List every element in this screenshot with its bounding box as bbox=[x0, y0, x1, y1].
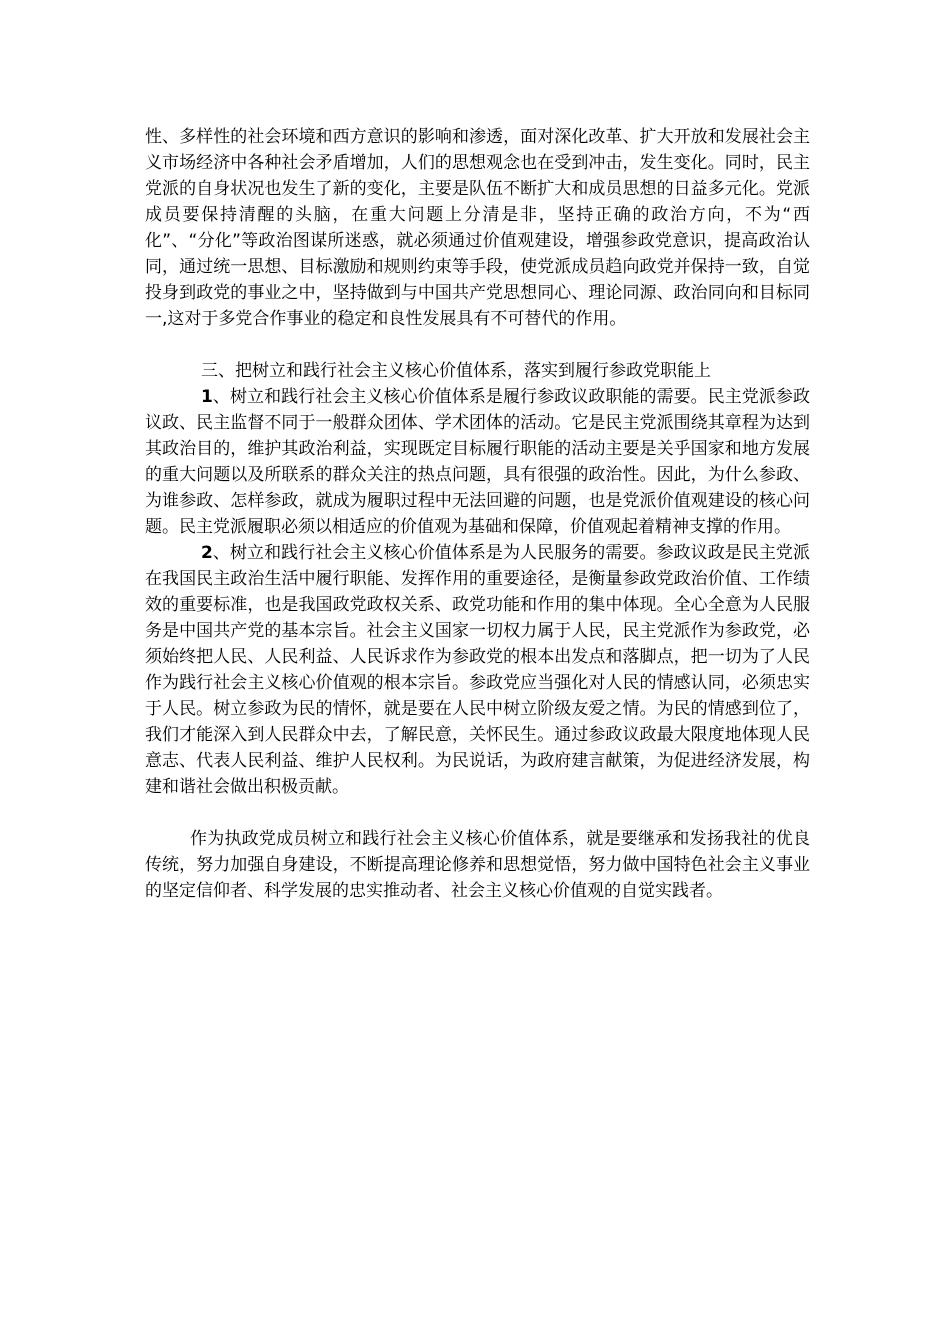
point-2-paragraph bbox=[145, 540, 810, 800]
point-2-number: 2 bbox=[201, 543, 213, 563]
paragraph-spacer bbox=[145, 332, 810, 358]
intro-paragraph: 性、多样性的社会环境和西方意识的影响和渗透，面对深化改革、扩大开放和发展社会主义市场经济中各种社会矛盾增加，人们的思想观念也在受到冲击，发生变化。同时，民主党派的自身状况也发生了新的变化，主要是队伍不断扩大和成员思想的日益多元化。党派成员要保持清醒的头脑，在重大问题上分清是非，坚持正确的政治方向，不为“西化”、“分化”等政治图谋所迷惑，就必须通过价值观建设，增强参政党意识，提高政治认同，通过统一思想、目标激励和规则约束等手段，使党派成员趋向政党并保持一致，自觉投身到政党的事业之中，坚持做到与中国共产党思想同心、理论同源、政治同向和目标同一,这对于多党合作事业的稳定和良性发展具有不可替代的作用。 bbox=[145, 127, 810, 329]
paragraph-spacer bbox=[145, 800, 810, 826]
point-1-text: 、树立和践行社会主义核心价值体系是履行参政议政职能的需要。民主党派参政议政、民主监督不同于一般群众团体、学术团体的活动。它是民主党派围绕其章程为达到其政治目的，维护其政治利益，实现既定目标履行职能的活动主要是关乎国家和地方发展的重大问题以及所联系的群众关注的热点问题，具有很强的政治性。因此，为什么参政、为谁参政、怎样参政，就成为履职过程中无法回避的问题，也是党派价值观建设的核心问题。民主党派履职必须以相适应的价值观为基础和保障，价值观起着精神支撑的作用。 bbox=[145, 387, 810, 537]
point-1-paragraph bbox=[145, 384, 810, 540]
section-heading: 三、把树立和践行社会主义核心价值体系，落实到履行参政党职能上 bbox=[201, 361, 711, 381]
point-1-number: 1 bbox=[201, 387, 213, 407]
document-page bbox=[145, 124, 810, 904]
closing-paragraph: 作为执政党成员树立和践行社会主义核心价值体系，就是要继承和发扬我社的优良传统，努力加强自身建设，不断提高理论修养和思想觉悟，努力做中国特色社会主义事业的坚定信仰者、科学发展的忠实推动者、社会主义核心价值观的自觉实践者。 bbox=[145, 829, 810, 901]
point-2-text: 、树立和践行社会主义核心价值体系是为人民服务的需要。参政议政是民主党派在我国民主政治生活中履行职能、发挥作用的重要途径，是衡量参政党政治价值、工作绩效的重要标准，也是我国政党政权关系、政党功能和作用的集中体现。全心全意为人民服务是中国共产党的基本宗旨。社会主义国家一切权力属于人民，民主党派作为参政党，必须始终把人民、人民利益、人民诉求作为参政党的根本出发点和落脚点，把一切为了人民作为践行社会主义核心价值观的根本宗旨。参政党应当强化对人民的情感认同，必须忠实于人民。树立参政为民的情怀，就是要在人民中树立阶级友爱之情。为民的情感到位了，我们才能深入到人民群众中去，了解民意，关怀民生。通过参政议政最大限度地体现人民意志、代表人民利益、维护人民权利。为民说话，为政府建言献策，为促进经济发展，构建和谐社会做出积极贡献。 bbox=[145, 543, 810, 797]
